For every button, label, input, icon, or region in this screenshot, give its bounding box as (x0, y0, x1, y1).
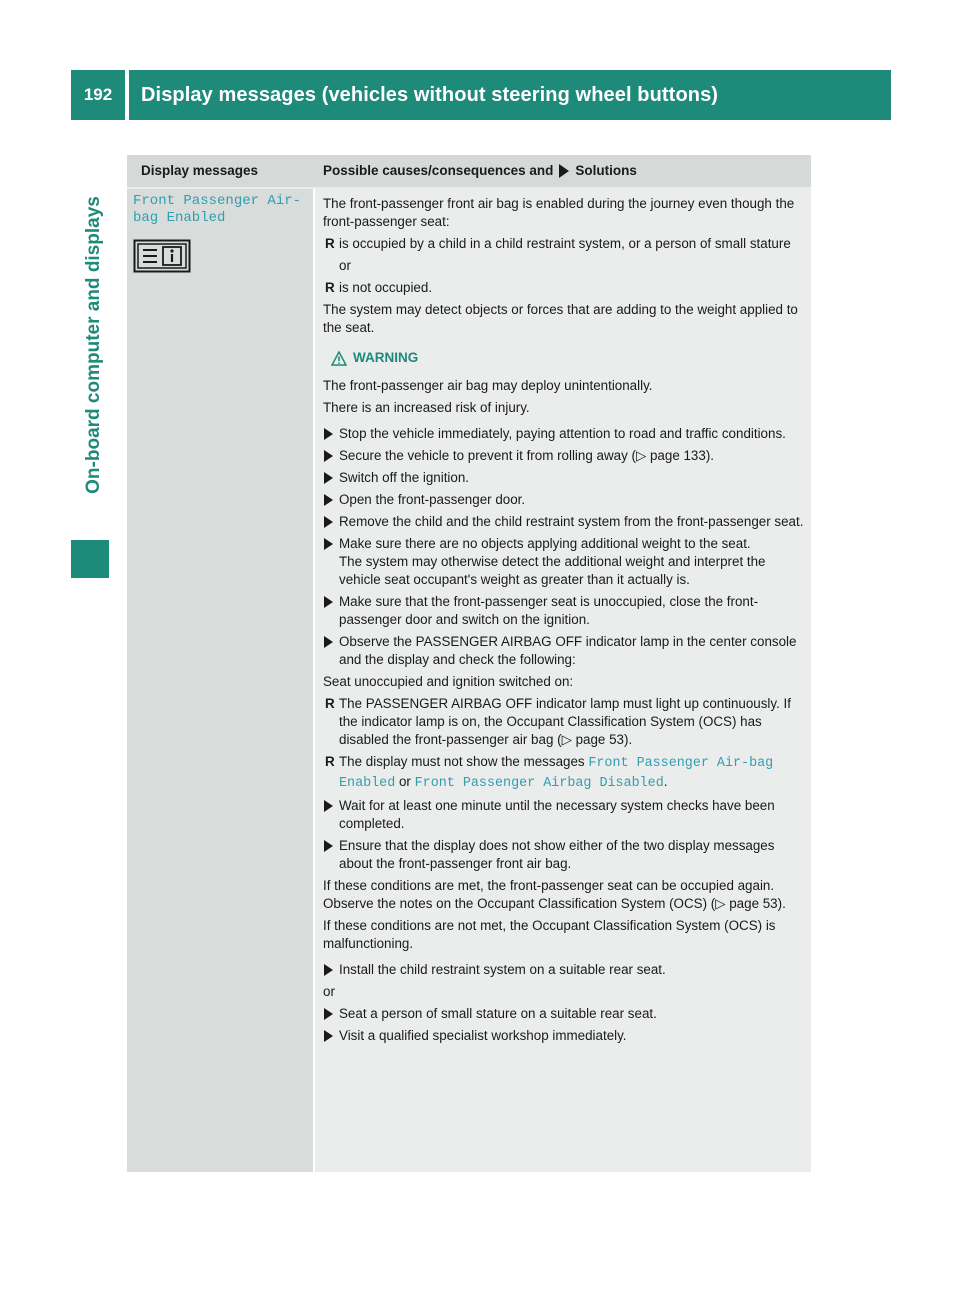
solution-arrow-icon (559, 164, 569, 178)
conditions-not-met-text: If these conditions are not met, the Occupant Classification System (OCS) is malfunctioning. (323, 918, 776, 951)
list-item: R is occupied by a child in a child restraint system, or a person of small stature or (323, 235, 805, 275)
step-arrow-icon (324, 428, 333, 440)
warning-triangle-icon (331, 351, 347, 366)
list-item: R is not occupied. (325, 280, 433, 295)
display-message: Front Passenger Air‐ bag Enabled (133, 193, 302, 226)
step-arrow-icon (324, 1030, 333, 1042)
step-arrow-icon (324, 1008, 333, 1020)
message-column (127, 189, 313, 1172)
or-text: or (339, 258, 351, 273)
step-arrow-icon (324, 538, 333, 550)
airbag-info-icon (133, 239, 191, 273)
column-header-causes (323, 163, 637, 178)
bullet-r: R (325, 754, 335, 769)
column-header-messages: Display messages (141, 163, 259, 178)
bullet-r: R (325, 696, 335, 711)
or-text: or (323, 984, 335, 999)
step-arrow-icon (324, 516, 333, 528)
step-item: Make sure there are no objects applying additional weight to the seat. The system may otherwise detect the additional weight and interpret the vehicle seat occupant's weight as greater than it actually is. (323, 535, 805, 589)
step-arrow-icon (324, 800, 333, 812)
warning-text: There is an increased risk of injury. (323, 400, 530, 415)
detect-text: The system may detect objects or forces that are adding to the weight applied to the seat. (323, 302, 798, 335)
seat-unoccupied-text: Seat unoccupied and ignition switched on: (323, 674, 574, 689)
column-divider (313, 189, 315, 1172)
step-item: Wait for at least one minute until the necessary system checks have been completed. (323, 797, 805, 833)
warning-heading (331, 349, 805, 367)
bullet-r: R (325, 280, 335, 295)
step-item: Remove the child and the child restraint system from the front-passenger seat. (323, 513, 805, 531)
step-item: Visit a qualified specialist workshop immediately. (323, 1027, 805, 1045)
page-number: 192 (83, 85, 113, 104)
step-item: Secure the vehicle to prevent it from rolling away (▷ page 133). (323, 447, 805, 465)
warning-label: WARNING (353, 350, 419, 365)
step-item: Ensure that the display does not show either of the two display messages about the front-passenger front air bag. (323, 837, 805, 873)
step-item: Observe the PASSENGER AIRBAG OFF indicator lamp in the center console and the display and check the following: (323, 633, 805, 669)
step-arrow-icon (324, 472, 333, 484)
list-item: R The display must not show the messages Front Passenger Air‐bag Enabled or Front Passenger Airbag Disabled. (325, 754, 774, 791)
column-header-causes-prefix: Possible causes/consequences and (323, 163, 554, 178)
conditions-met-text: If these conditions are met, the front-passenger seat can be occupied again. Observe the notes on the Occupant Classification System (OCS) (▷ page 53). (323, 878, 786, 911)
step-arrow-icon (324, 840, 333, 852)
step-arrow-icon (324, 964, 333, 976)
step-item: Seat a person of small stature on a suitable rear seat. (323, 1005, 805, 1023)
step-item: Open the front-passenger door. (323, 491, 805, 509)
step-arrow-icon (324, 450, 333, 462)
side-tab-block (71, 540, 109, 578)
warning-text: The front-passenger air bag may deploy unintentionally. (323, 378, 653, 393)
causes-content (323, 195, 805, 1049)
page-title: Display messages (vehicles without steering wheel buttons) (141, 83, 719, 106)
step-item: Install the child restraint system on a suitable rear seat. (323, 961, 805, 979)
bullet-r: R (325, 236, 335, 251)
list-item: R The PASSENGER AIRBAG OFF indicator lamp must light up continuously. If the indicator lamp is on, the Occupant Classification System (OCS) has disabled the front-passenger air bag (▷ page 53). (325, 696, 791, 747)
side-tab-label: On-board computer and displays (83, 196, 104, 494)
column-header-causes-suffix: Solutions (575, 163, 637, 178)
step-arrow-icon (324, 494, 333, 506)
step-arrow-icon (324, 596, 333, 608)
header-bar (71, 70, 891, 120)
step-note: The system may otherwise detect the additional weight and interpret the vehicle seat occupant's weight as greater than it actually is. (339, 554, 766, 587)
display-message-ref: Front Passenger Airbag Disabled (414, 776, 664, 791)
table-header (127, 155, 811, 187)
step-arrow-icon (324, 636, 333, 648)
step-item: Switch off the ignition. (323, 469, 805, 487)
step-item: Stop the vehicle immediately, paying attention to road and traffic conditions. (323, 425, 805, 443)
step-item: Make sure that the front-passenger seat is unoccupied, close the front-passenger door and switch on the ignition. (323, 593, 805, 629)
intro-text: The front-passenger front air bag is enabled during the journey even though the front-passenger seat: (323, 196, 795, 229)
display-messages-table (127, 155, 811, 1172)
display-message-ref: Front Passenger Air‐bag Enabled (339, 756, 774, 791)
